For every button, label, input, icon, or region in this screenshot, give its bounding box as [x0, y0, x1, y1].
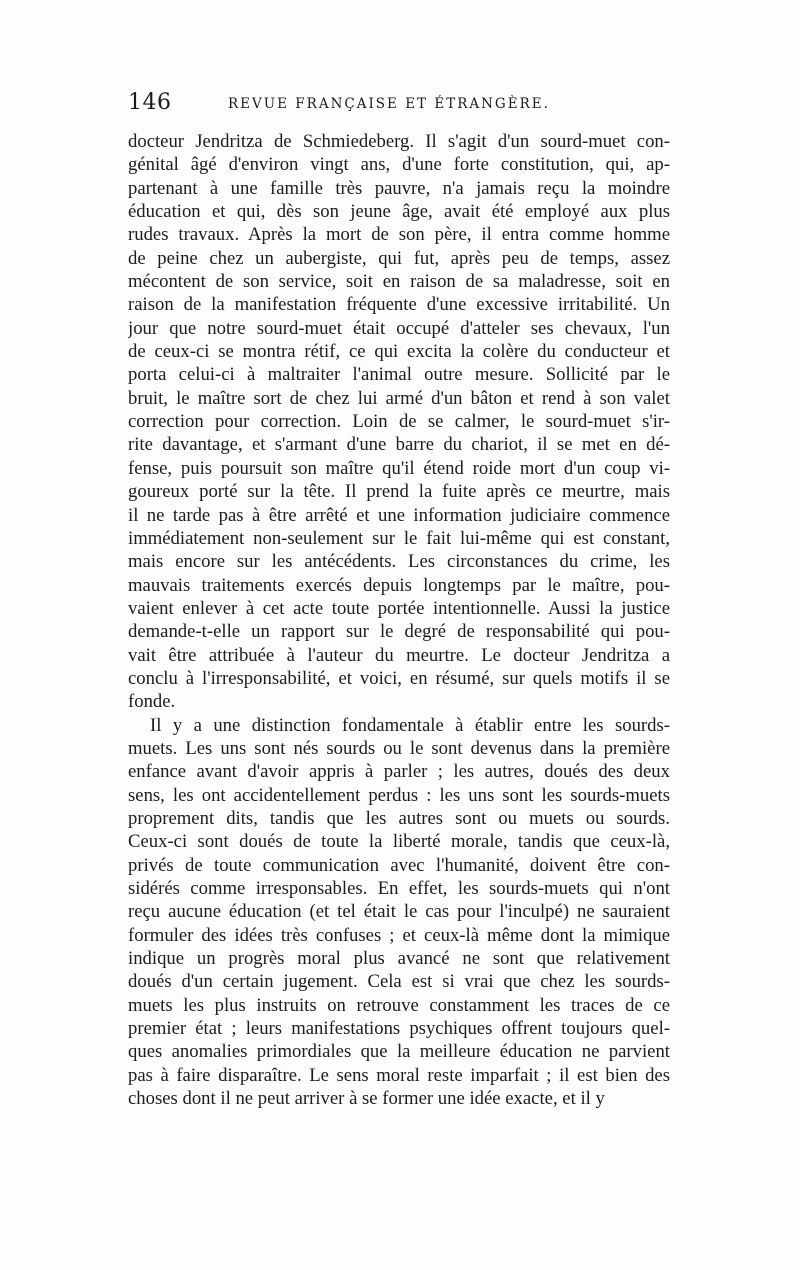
- text-line: privés de toute communication avec l'humanité, doivent être con-: [128, 854, 670, 876]
- text-line: rudes travaux. Après la mort de son père, il entra comme homme: [128, 224, 670, 246]
- text-line: correction pour correction. Loin de se calmer, le sourd-muet s'ir-: [128, 411, 670, 433]
- text-line: il ne tarde pas à être arrêté et une information judiciaire commence: [128, 504, 670, 526]
- text-line: bruit, le maître sort de chez lui armé d'un bâton et rend à son valet: [128, 387, 670, 409]
- text-line: vaient enlever à cet acte toute portée intentionnelle. Aussi la justice: [128, 597, 670, 619]
- text-line: immédiatement non-seulement sur le fait lui-même qui est constant,: [128, 527, 670, 549]
- text-line: choses dont il ne peut arriver à se former une idée exacte, et il y: [128, 1088, 605, 1110]
- text-line: formuler des idées très confuses ; et ceux-là même dont la mimique: [128, 924, 670, 946]
- text-line: docteur Jendritza de Schmiedeberg. Il s'agit d'un sourd-muet con-: [128, 131, 670, 152]
- text-line: proprement dits, tandis que les autres sont ou muets ou sourds.: [128, 807, 670, 829]
- page-header: [128, 90, 668, 120]
- text-line: demande-t-elle un rapport sur le degré de responsabilité qui pou-: [128, 621, 670, 643]
- paragraph: [128, 714, 670, 1111]
- text-line: doués d'un certain jugement. Cela est si vrai que chez les sourds-: [128, 971, 670, 993]
- text-line: vait être attribuée à l'auteur du meurtre. Le docteur Jendritza a: [128, 644, 670, 666]
- text-line: premier état ; leurs manifestations psychiques offrent toujours quel-: [128, 1018, 670, 1040]
- text-line: de peine chez un aubergiste, qui fut, après peu de temps, assez: [128, 247, 670, 269]
- body-text: [128, 130, 670, 1110]
- text-line: mauvais traitements exercés depuis longtemps par le maître, pou-: [128, 574, 670, 596]
- text-line: muets les plus instruits on retrouve constamment les traces de ce: [128, 994, 670, 1016]
- text-line: génital âgé d'environ vingt ans, d'une forte constitution, qui, ap-: [128, 154, 670, 176]
- text-line: mécontent de son service, soit en raison de sa maladresse, soit en: [128, 271, 670, 293]
- text-line: ques anomalies primordiales que la meilleure éducation ne parvient: [128, 1041, 670, 1063]
- text-line: éducation et qui, dès son jeune âge, avait été employé aux plus: [128, 201, 670, 223]
- text-line: mais encore sur les antécédents. Les circonstances du crime, les: [128, 551, 670, 573]
- text-line: indique un progrès moral plus avancé ne sont que relativement: [128, 948, 670, 970]
- text-line: fonde.: [128, 691, 176, 713]
- text-line: goureux porté sur la tête. Il prend la fuite après ce meurtre, mais: [128, 481, 670, 503]
- paragraph: [128, 130, 670, 714]
- text-line: sens, les ont accidentellement perdus : les uns sont les sourds-muets: [128, 784, 670, 806]
- text-line: reçu aucune éducation (et tel était le cas pour l'inculpé) ne sauraient: [128, 901, 670, 923]
- text-line: enfance avant d'avoir appris à parler ; les autres, doués des deux: [128, 761, 670, 783]
- text-line: pas à faire disparaître. Le sens moral reste imparfait ; il est bien des: [128, 1064, 670, 1086]
- page-number: 146: [128, 90, 172, 115]
- running-title: REVUE FRANÇAISE ET ÉTRANGÈRE.: [228, 96, 550, 112]
- text-line: partenant à une famille très pauvre, n'a jamais reçu la moindre: [128, 177, 670, 199]
- text-line: jour que notre sourd-muet était occupé d'atteler ses chevaux, l'un: [128, 317, 670, 339]
- text-line: sidérés comme irresponsables. En effet, les sourds-muets qui n'ont: [128, 878, 670, 899]
- text-line: de ceux-ci se montra rétif, ce qui excita la colère du conducteur et: [128, 341, 670, 363]
- text-line: muets. Les uns sont nés sourds ou le sont devenus dans la première: [128, 737, 670, 759]
- text-line: raison de la manifestation fréquente d'une excessive irritabilité. Un: [128, 294, 670, 316]
- text-line: fense, puis poursuit son maître qu'il étend roide mort d'un coup vi-: [128, 457, 670, 479]
- text-line: Il y a une distinction fondamentale à établir entre les sourds-: [150, 714, 670, 736]
- text-line: conclu à l'irresponsabilité, et voici, en résumé, sur quels motifs il se: [128, 667, 670, 689]
- text-line: Ceux-ci sont doués de toute la liberté morale, tandis que ceux-là,: [128, 831, 670, 853]
- text-line: porta celui-ci à maltraiter l'animal outre mesure. Sollicité par le: [128, 364, 670, 386]
- text-line: rite davantage, et s'armant d'une barre du chariot, il se met en dé-: [128, 434, 670, 456]
